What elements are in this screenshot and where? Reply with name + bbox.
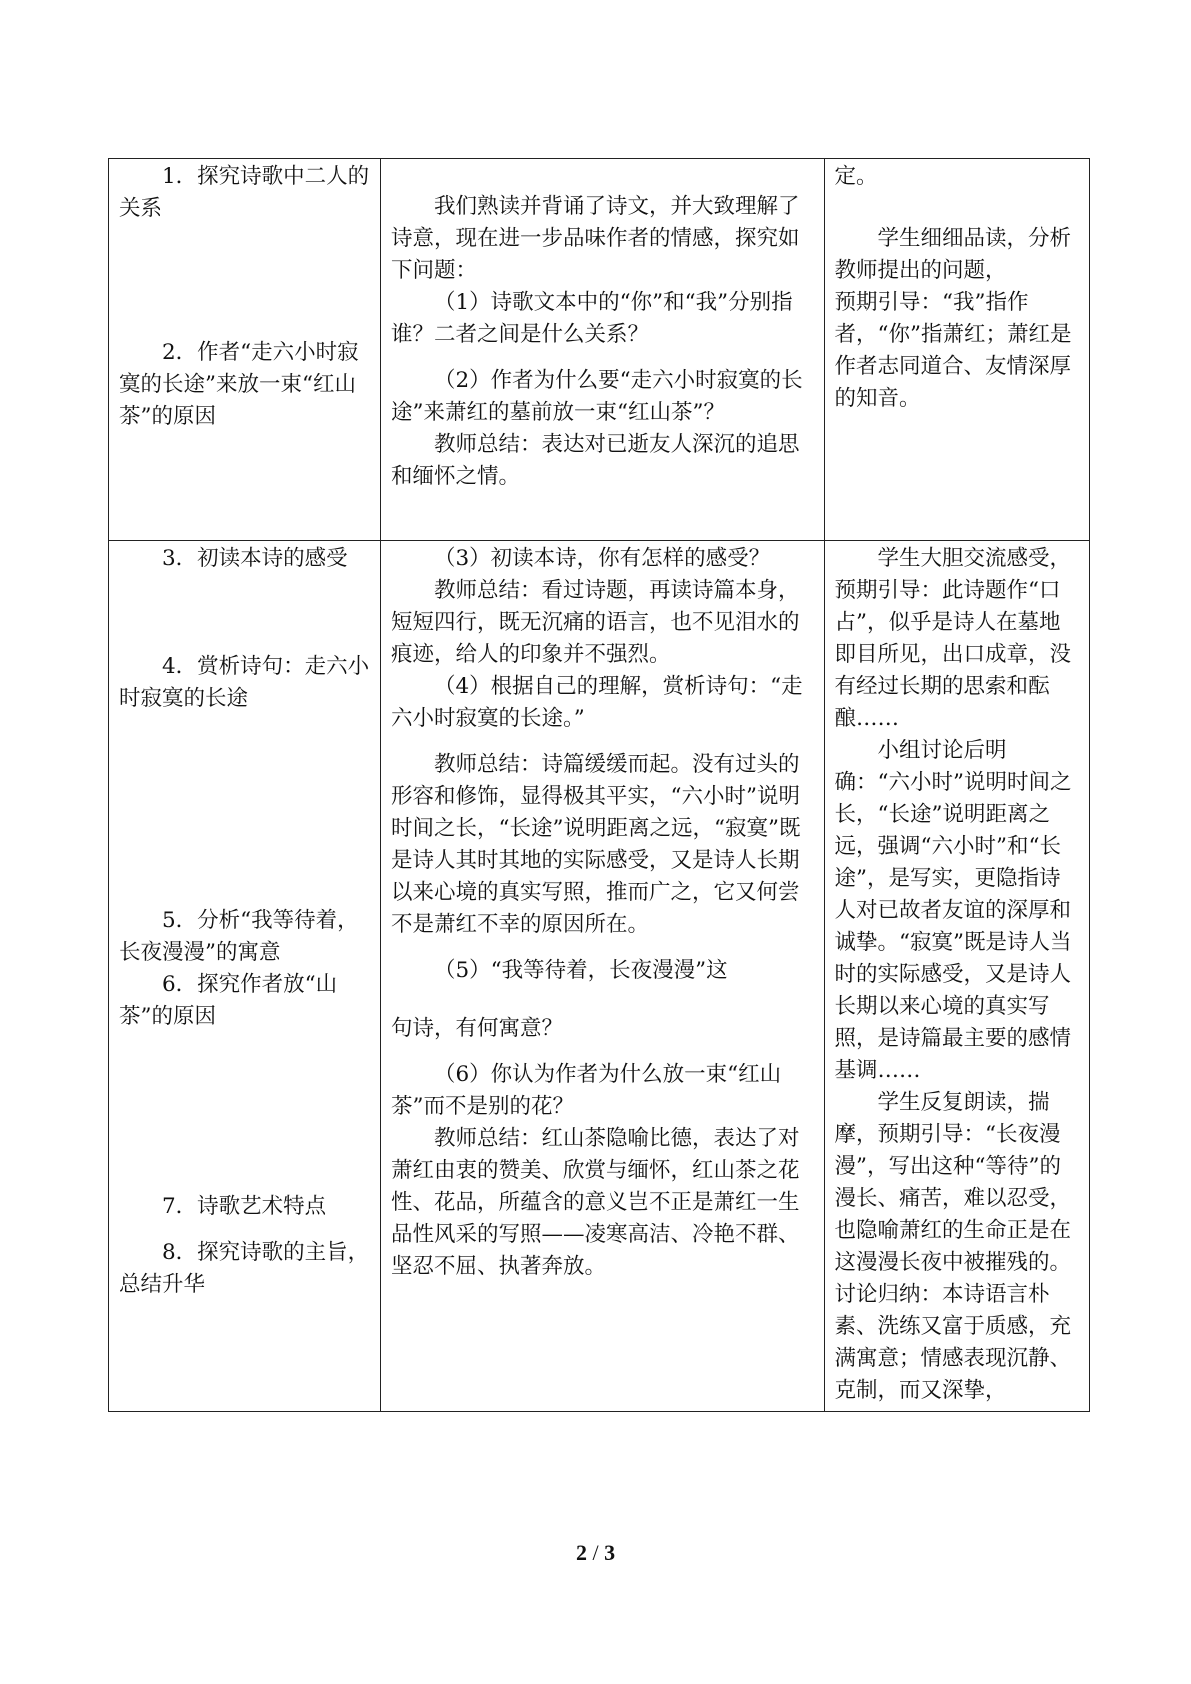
step-cell: [109, 159, 381, 541]
table-row: [109, 541, 1090, 1412]
step-item: 4．赏析诗句：走六小时寂寞的长途: [119, 654, 370, 711]
student-text: 定。: [834, 164, 878, 189]
student-text: 学生大胆交流感受，预期引导：此诗题作“口占”，似乎是诗人在墓地即目所见，出口成章，没有经过长期的思索和酝酿……: [834, 546, 1072, 731]
teacher-text: 教师总结：诗篇缓缓而起。没有过头的形容和修饰，显得极其平实，“六小时”说明时间之长，“长途”说明距离之远，“寂寞”既是诗人其时其地的实际感受，又是诗人长期以来心境的真实写照，推而广之，它又何尝不是萧红不幸的原因所在。: [391, 752, 801, 937]
teacher-text: 我们熟读并背诵了诗文，并大致理解了诗意，现在进一步品味作者的情感，探究如下问题：: [391, 194, 800, 283]
teacher-text: （1）诗歌文本中的“你”和“我”分别指谁？二者之间是什么关系？: [391, 290, 793, 347]
step-cell: [109, 541, 381, 1412]
page-number: [0, 1540, 1191, 1566]
step-item: 3．初读本诗的感受: [162, 546, 348, 571]
current-page: 2: [575, 1540, 587, 1565]
page-separator: /: [586, 1540, 605, 1565]
teacher-cell: [381, 159, 825, 541]
step-item: 7．诗歌艺术特点: [162, 1194, 327, 1219]
step-item: 6．探究作者放“山茶”的原因: [119, 972, 338, 1029]
student-text: 小组讨论后明确：“六小时”说明时间之长，“长途”说明距离之远，强调“六小时”和“长途”，是写实，更隐指诗人对已故者友谊的深厚和诚挚。“寂寞”既是诗人当时的实际感受，又是诗人长期以来心境的真实写照，是诗篇最主要的感情基调……: [834, 738, 1072, 1083]
step-item: 8．探究诗歌的主旨，总结升华: [119, 1240, 370, 1297]
student-text: 学生反复朗读，揣摩，预期引导：“长夜漫漫”，写出这种“等待”的漫长、痛苦，难以忍受，也隐喻萧红的生命正是在这漫漫长夜中被摧残的。: [834, 1090, 1072, 1275]
step-item: 2．作者“走六小时寂寞的长途”来放一束“红山茶”的原因: [119, 340, 359, 429]
teacher-text: （4）根据自己的理解，赏析诗句：“走六小时寂寞的长途。”: [391, 674, 803, 731]
student-text: 讨论归纳：本诗语言朴素、洗练又富于质感，充满寓意；情感表现沉静、克制，而又深挚，: [834, 1282, 1072, 1403]
student-cell: [824, 159, 1089, 541]
teacher-text: 教师总结：看过诗题，再读诗篇本身，短短四行，既无沉痛的语言，也不见泪水的痕迹，给人的印象并不强烈。: [391, 578, 800, 667]
teacher-text: 句诗，有何寓意？: [391, 1016, 564, 1041]
student-text: 学生细细品读，分析教师提出的问题，: [834, 226, 1072, 283]
table-row: [109, 159, 1090, 541]
total-pages: 3: [604, 1540, 616, 1565]
lesson-plan-table: [108, 158, 1090, 1412]
teacher-text: 教师总结：红山茶隐喻比德，表达了对萧红由衷的赞美、欣赏与缅怀，红山茶之花性、花品，所蕴含的意义岂不正是萧红一生品性风采的写照——凌寒高洁、冷艳不群、坚忍不屈、执著奔放。: [391, 1126, 800, 1279]
teacher-cell: [381, 541, 825, 1412]
teacher-text: （3）初读本诗，你有怎样的感受？: [434, 546, 771, 571]
step-item: 1．探究诗歌中二人的关系: [119, 164, 370, 221]
student-text: 预期引导：“我”指作者，“你”指萧红；萧红是作者志同道合、友情深厚的知音。: [834, 290, 1072, 411]
teacher-text: （5）“我等待着，长夜漫漫”这: [434, 958, 728, 983]
teacher-text: （2）作者为什么要“走六小时寂寞的长途”来萧红的墓前放一束“红山茶”？: [391, 368, 803, 425]
teacher-text: 教师总结：表达对已逝友人深沉的追思和缅怀之情。: [391, 432, 800, 489]
student-cell: [824, 541, 1089, 1412]
teacher-text: （6）你认为作者为什么放一束“红山茶”而不是别的花？: [391, 1062, 782, 1119]
step-item: 5．分析“我等待着，长夜漫漫”的寓意: [119, 908, 359, 965]
